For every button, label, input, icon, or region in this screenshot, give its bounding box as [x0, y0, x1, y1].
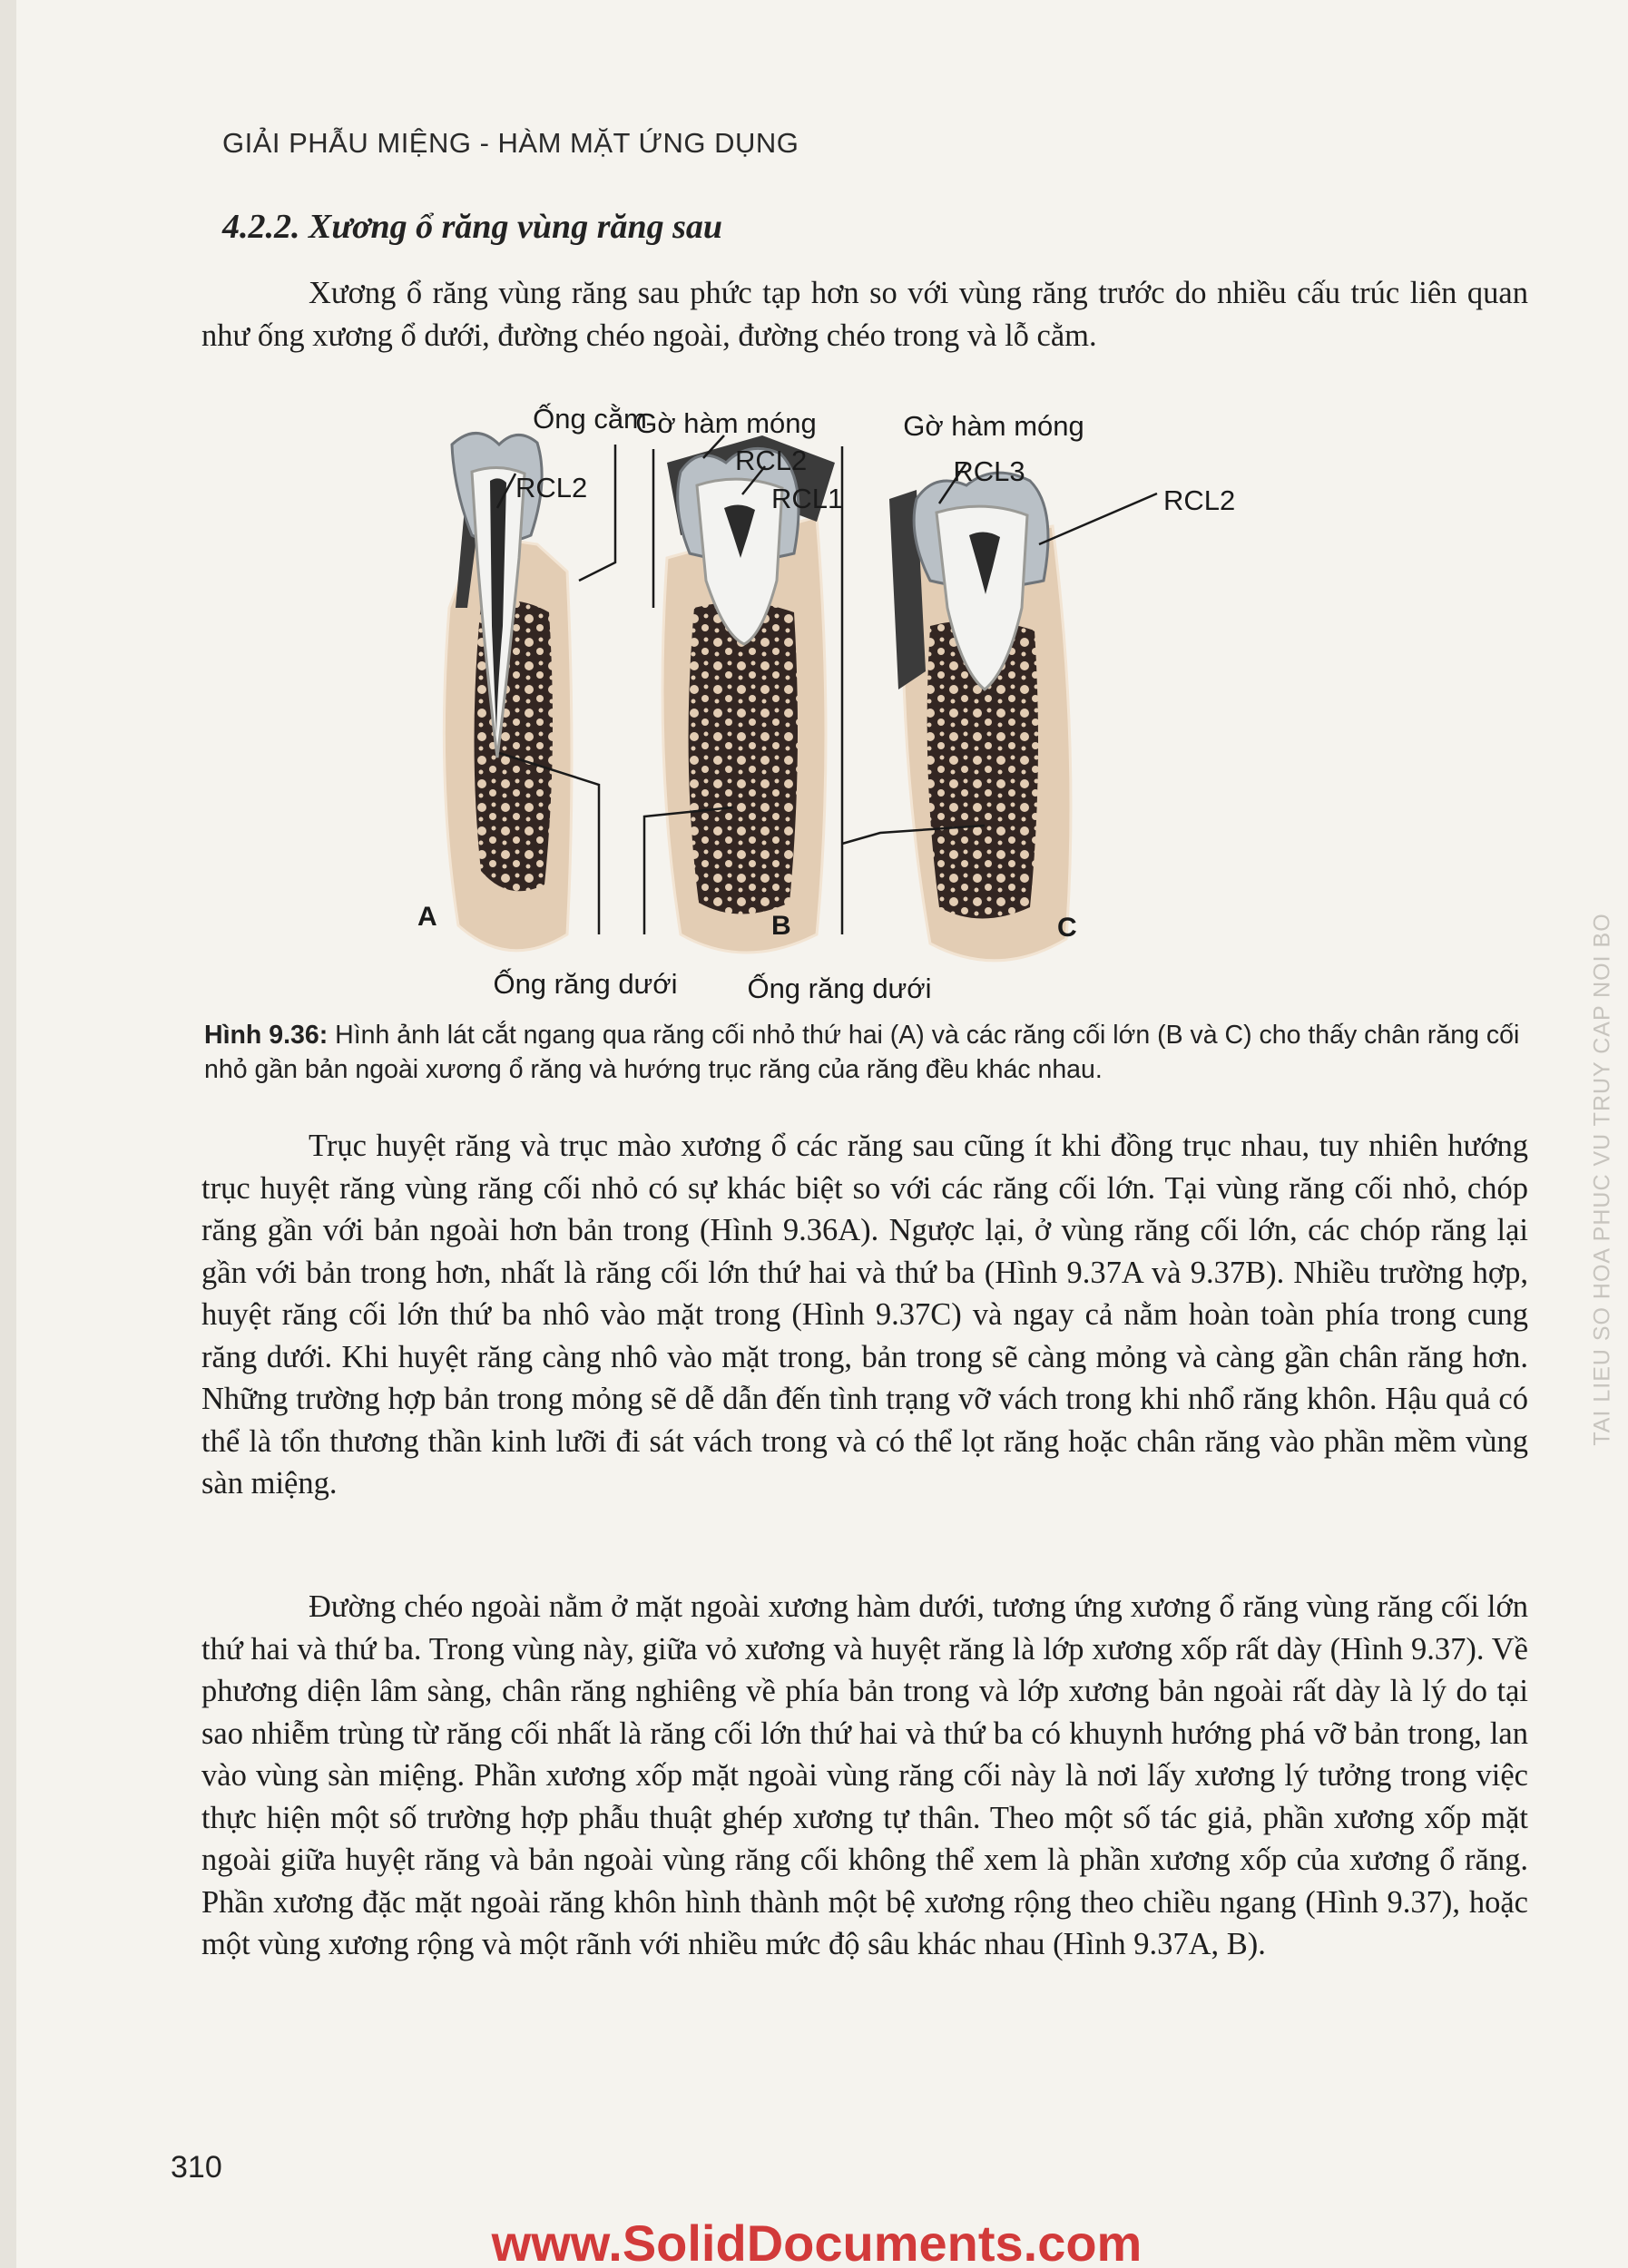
panel-c-section — [889, 473, 1071, 961]
label-go-ham-mong-b: Gờ hàm móng — [635, 407, 817, 439]
figure-caption-label: Hình 9.36: — [204, 1021, 329, 1050]
page-number: 310 — [171, 2150, 222, 2185]
leader-ong-cam — [579, 445, 615, 581]
paragraph-axes — [201, 1125, 1528, 1505]
paragraph-external-oblique — [201, 1586, 1528, 1966]
side-watermark: TAI LIEU SO HOA PHUC VU TRUY CAP NOI BO — [1589, 913, 1615, 1446]
label-go-ham-mong-c: Gờ hàm móng — [903, 410, 1084, 442]
bottom-watermark — [472, 2214, 1162, 2268]
panel-b-trabecular-bone — [689, 602, 798, 914]
figure-caption-text: Hình ảnh lát cắt ngang qua răng cối nhỏ thứ hai (A) và các răng cối lớn (B và C) cho thấy chân răng cối nhỏ gần bản ngoài xương ổ răng và hướng trục răng của răng đều khác nhau. — [204, 1021, 1520, 1084]
panel-a-section — [444, 434, 572, 951]
label-rcl2-c: RCL2 — [1163, 484, 1236, 516]
figure-9-36 — [381, 399, 1379, 1016]
bottom-watermark-text: www.SolidDocuments.com — [491, 2214, 1143, 2268]
label-ong-rang-duoi-1: Ống răng dưới — [493, 968, 678, 1000]
panel-letter-c: C — [1057, 913, 1077, 943]
figure-caption — [204, 1018, 1531, 1087]
paragraph-intro-text: Xương ổ răng vùng răng sau phức tạp hơn so với vùng răng trước do nhiều cấu trúc liên quan như ống xương ổ dưới, đường chéo ngoài, đường chéo trong và lỗ cằm. — [201, 276, 1528, 353]
label-ong-rang-duoi-2: Ống răng dưới — [747, 973, 932, 1004]
label-rcl2-a: RCL2 — [515, 472, 588, 503]
section-heading: 4.2.2. Xương ổ răng vùng răng sau — [222, 208, 723, 246]
page-edge-shadow — [0, 0, 16, 2268]
leader-rcl2-c — [1039, 494, 1157, 544]
panel-letter-b: B — [771, 911, 791, 941]
paragraph-external-oblique-text: Đường chéo ngoài nằm ở mặt ngoài xương hàm dưới, tương ứng xương ổ răng vùng răng cối lớn thứ hai và thứ ba. Trong vùng này, giữa vỏ xương và huyệt răng là lớp xương xốp rất dày (Hình 9.37). Về phương diện lâm sàng, chân răng nghiêng về phía bản trong và lớp xương bản ngoài rất dày là lý do tại sao nhiễm trùng từ răng cối nhất là răng cối lớn thứ hai và thứ ba có khuynh hướng phá vỡ bản trong, lan vào vùng sàn miệng. Phần xương xốp mặt ngoài vùng răng cối này là nơi lấy xương lý tưởng trong việc thực hiện một số trường hợp phẫu thuật ghép xương tự thân. Theo một số tác giả, phần xương xốp mặt ngoài giữa huyệt răng và bản ngoài vùng răng cối không thể xem là phần xương xốp của xương ổ răng. Phần xương đặc mặt ngoài răng khôn hình thành một bệ xương rộng theo chiều ngang (Hình 9.37), hoặc một vùng xương rộng và một rãnh với nhiều mức độ sâu khác nhau (Hình 9.37A, B). — [201, 1589, 1528, 1961]
panel-letter-a: A — [417, 902, 437, 932]
paragraph-axes-text: Trục huyệt răng và trục mào xương ổ các răng sau cũng ít khi đồng trục nhau, tuy nhiên hướng trục huyệt răng vùng răng cối nhỏ có sự khác biệt so với các răng cối lớn. Tại vùng răng cối nhỏ, chóp răng gần với bản ngoài hơn bản trong (Hình 9.36A). Ngược lại, ở vùng răng cối lớn, các chóp răng lại gần với bản trong hơn, nhất là răng cối lớn thứ hai và thứ ba (Hình 9.37A và 9.37B). Nhiều trường hợp, huyệt răng cối lớn thứ ba nhô vào mặt trong (Hình 9.37C) và ngay cả nằm hoàn toàn phía trong cung răng dưới. Khi huyệt răng càng nhô vào mặt trong, bản trong sẽ càng mỏng và càng gần chân răng hơn. Những trường hợp bản trong mỏng sẽ dễ dẫn đến tình trạng vỡ vách trong khi nhổ răng khôn. Hậu quả có thể là tổn thương thần kinh lưỡi đi sát vách trong và có thể lọt răng hoặc chân răng vào phần mềm vùng sàn miệng. — [201, 1129, 1528, 1501]
label-rcl1-b: RCL1 — [771, 483, 844, 514]
label-ong-cam: Ống cằm — [533, 403, 647, 435]
label-rcl3-c: RCL3 — [953, 455, 1025, 487]
paragraph-intro — [201, 272, 1528, 357]
figure-illustration — [381, 399, 1379, 1016]
label-rcl2-b: RCL2 — [735, 445, 808, 476]
running-head: GIẢI PHẪU MIỆNG - HÀM MẶT ỨNG DỤNG — [222, 127, 799, 159]
